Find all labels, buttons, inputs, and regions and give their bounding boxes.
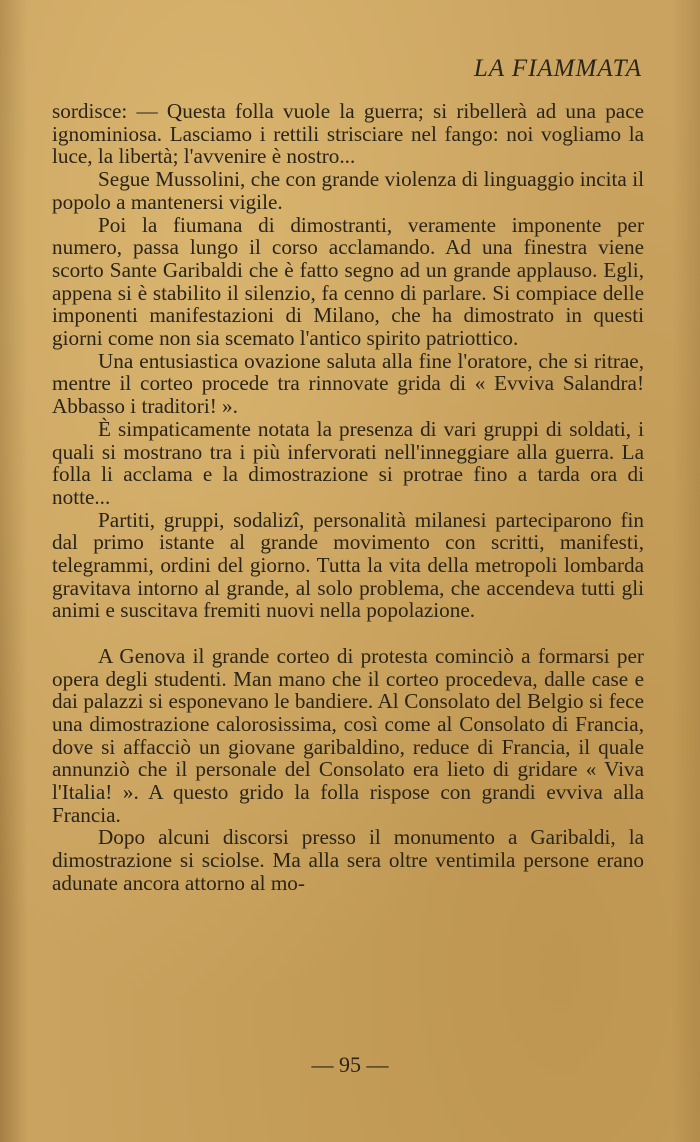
paragraph: È simpaticamente notata la presenza di vari gruppi di soldati, i quali si mostrano tra i più infervorati nell'inneggiare alla guerra. La folla li acclama e la dimostrazione si protrae fino a tarda ora di notte... <box>52 416 644 509</box>
paragraph: sordisce: — Questa folla vuole la guerra; si ribellerà ad una pace ignominiosa. Lasciamo i rettili strisciare nel fango: noi vogliamo la luce, la libertà; l'avvenire è nostro... <box>52 99 644 169</box>
paragraph: Dopo alcuni discorsi presso il monumento a Garibaldi, la dimostrazione si sciolse. Ma alla sera oltre ventimila persone erano adunate ancora attorno al mo- <box>52 825 644 895</box>
running-head: LA FIAMMATA <box>473 55 642 82</box>
paragraph: Partiti, gruppi, sodalizî, personalità milanesi parteciparono fin dal primo istante al grande movimento con scritti, manifesti, telegrammi, ordini del giorno. Tutta la vita della metropoli lombarda gravitava intorno al grande, al solo problema, che accendeva tutti gli animi e suscitava fremiti nuovi nella popolazione. <box>52 507 644 623</box>
paragraph: A Genova il grande corteo di protesta cominciò a formarsi per opera degli studenti. Man mano che il corteo procedeva, dalle case e dai palazzi si esponevano le bandiere. Al Consolato del Belgio si fece una dimostrazione calorosissima, così come al Consolato di Francia, dove si affacciò un giovane garibaldino, reduce di Francia, il quale annunziò che il personale del Consolato era lieto di gridare « Viva l'Italia! ». A questo grido la folla rispose con grandi evviva alla Francia. <box>52 643 644 827</box>
body-text <box>52 100 644 895</box>
paragraph: Una entusiastica ovazione saluta alla fine l'oratore, che si ritrae, mentre il corteo procede tra rinnovate grida di « Evviva Salandra! Abbasso i traditori! ». <box>52 348 644 419</box>
paragraph: Poi la fiumana di dimostranti, veramente imponente per numero, passa lungo il corso acclamando. Ad una finestra viene scorto Sante Garibaldi che è fatto segno ad un grande applauso. Egli, appena si è stabilito il silenzio, fa cenno di parlare. Si compiace delle imponenti manifestazioni di Milano, che ha dimostrato in questi giorni come non sia scemato l'antico spirito patriottico. <box>52 212 644 351</box>
page-number: — 95 — <box>311 1052 389 1077</box>
paragraph: Segue Mussolini, che con grande violenza di linguaggio incita il popolo a mantenersi vigile. <box>52 167 644 214</box>
